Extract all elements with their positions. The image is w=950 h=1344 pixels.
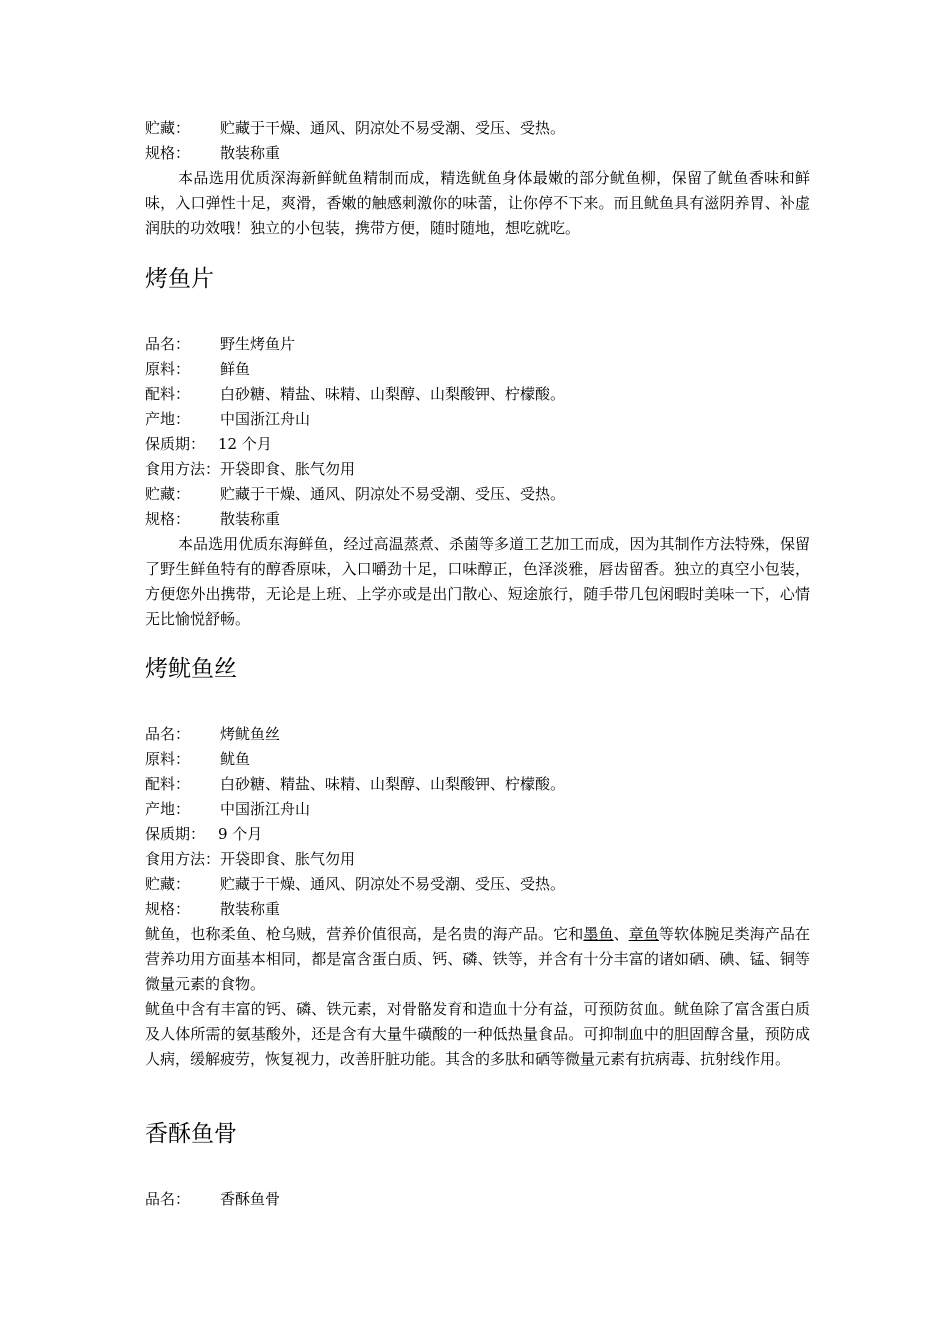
shelf-life-value: 12 个月 — [218, 435, 272, 453]
usage-label: 食用方法： — [145, 460, 221, 478]
usage-row — [145, 457, 810, 482]
storage-value: 贮藏于干燥、通风、阴凉处不易受潮、受压、受热。 — [220, 485, 566, 503]
spec-value: 散装称重 — [220, 144, 281, 162]
link-octopus[interactable]: 章鱼 — [628, 925, 659, 943]
paragraph-text: 鱿鱼，也称柔鱼、枪乌贼，营养价值很高，是名贵的海产品。它和 — [145, 925, 584, 943]
usage-value: 开袋即食、胀气勿用 — [220, 850, 356, 868]
usage-label: 食用方法： — [145, 850, 221, 868]
usage-value: 开袋即食、胀气勿用 — [220, 460, 356, 478]
body-paragraph — [145, 922, 810, 997]
product-description: 本品选用优质深海新鲜鱿鱼精制而成，精选鱿鱼身体最嫩的部分鱿鱼柳，保留了鱿鱼香味和鲜味，入口弹性十足，爽滑，香嫩的触感刺激你的味蕾，让你停不下来。而且鱿鱼具有滋阴养胃、补虚润肤的功效哦！独立的小包装，携带方便，随时随地，想吃就吃。 — [145, 169, 810, 237]
shelf-life-value: 9 个月 — [218, 825, 263, 843]
storage-label: 贮藏： — [145, 875, 191, 893]
product-description: 本品选用优质东海鲜鱼，经过高温蒸煮、杀菌等多道工艺加工而成，因为其制作方法特殊，保留了野生鲜鱼特有的醇香原味，入口嚼劲十足，口味醇正，色泽淡雅，唇齿留香。独立的真空小包装，方便您外出携带，无论是上班、上学亦或是出门散心、短途旅行，随手带几包闲暇时美味一下，心情无比愉悦舒畅。 — [145, 535, 810, 628]
spec-label: 规格： — [145, 144, 191, 162]
material-label: 原料： — [145, 750, 191, 768]
name-value: 野生烤鱼片 — [220, 335, 296, 353]
ingredients-value: 白砂糖、精盐、味精、山梨醇、山梨酸钾、柠檬酸。 — [220, 385, 566, 403]
material-value: 鲜鱼 — [220, 360, 251, 378]
spec-value: 散装称重 — [220, 510, 281, 528]
section-title: 香酥鱼骨 — [145, 1121, 237, 1147]
storage-label: 贮藏： — [145, 485, 191, 503]
name-label: 品名： — [145, 335, 191, 353]
material-value: 鱿鱼 — [220, 750, 251, 768]
origin-value: 中国浙江舟山 — [220, 410, 311, 428]
spec-label: 规格： — [145, 900, 191, 918]
spec-label: 规格： — [145, 510, 191, 528]
storage-value: 贮藏于干燥、通风、阴凉处不易受潮、受压、受热。 — [220, 875, 566, 893]
name-value: 烤鱿鱼丝 — [220, 725, 281, 743]
section-title: 烤鱿鱼丝 — [145, 656, 237, 682]
name-label: 品名： — [145, 1190, 191, 1208]
origin-value: 中国浙江舟山 — [220, 800, 311, 818]
link-cuttlefish[interactable]: 墨鱼 — [583, 925, 614, 943]
storage-label: 贮藏： — [145, 119, 191, 137]
name-label: 品名： — [145, 725, 191, 743]
ingredients-label: 配料： — [145, 775, 191, 793]
shelf-life-label: 保质期： — [145, 825, 206, 843]
spec-value: 散装称重 — [220, 900, 281, 918]
name-value: 香酥鱼骨 — [220, 1190, 281, 1208]
storage-value: 贮藏于干燥、通风、阴凉处不易受潮、受压、受热。 — [220, 119, 566, 137]
ingredients-label: 配料： — [145, 385, 191, 403]
ingredients-value: 白砂糖、精盐、味精、山梨醇、山梨酸钾、柠檬酸。 — [220, 775, 566, 793]
usage-row — [145, 847, 810, 872]
section-title: 烤鱼片 — [145, 266, 214, 292]
body-paragraph: 鱿鱼中含有丰富的钙、磷、铁元素，对骨骼发育和造血十分有益，可预防贫血。鱿鱼除了富含蛋白质及人体所需的氨基酸外，还是含有大量牛磺酸的一种低热量食品。可抑制血中的胆固醇含量，预防成人病，缓解疲劳，恢复视力，改善肝脏功能。其含的多肽和硒等微量元素有抗病毒、抗射线作用。 — [145, 1000, 810, 1068]
separator-text: 、 — [613, 925, 629, 943]
paragraph-text: 等软体腕足类海产品在营养功用方面基本相同，都是富含蛋白质、钙、磷、铁等，并含有十分丰富的诸如硒、碘、锰、铜等微量元素的食物。 — [145, 925, 810, 993]
origin-label: 产地： — [145, 410, 191, 428]
origin-label: 产地： — [145, 800, 191, 818]
material-label: 原料： — [145, 360, 191, 378]
shelf-life-label: 保质期： — [145, 435, 206, 453]
